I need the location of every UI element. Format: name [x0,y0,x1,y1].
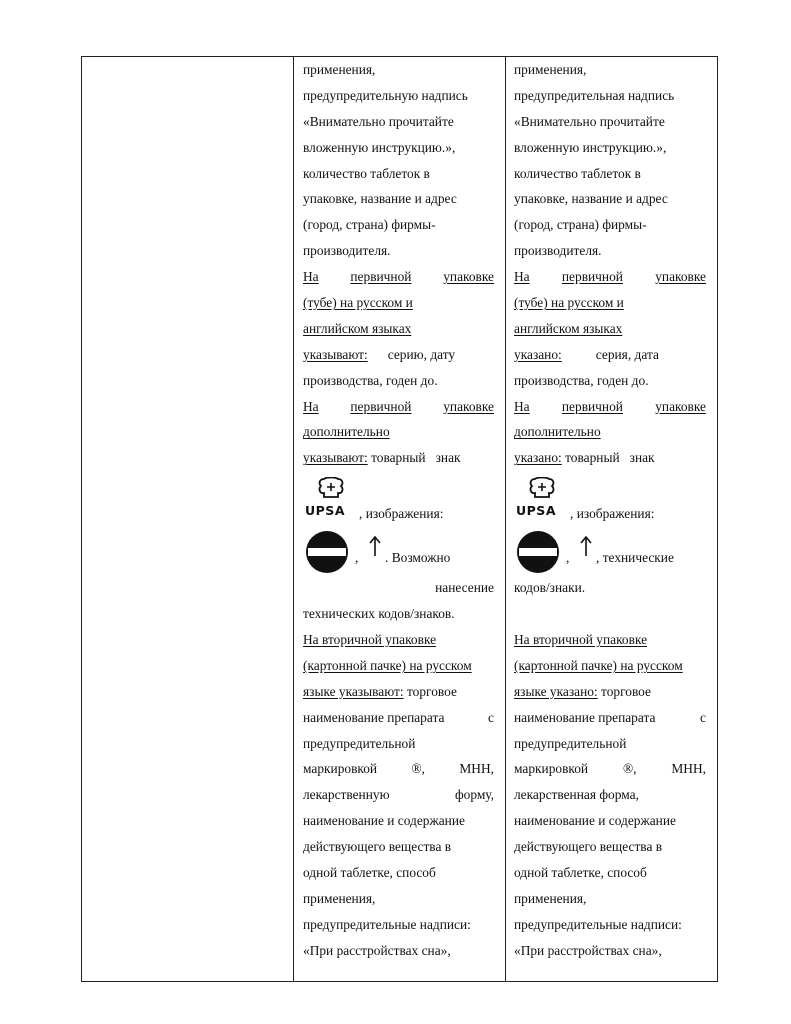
text-line: предупредительную надпись [303,87,468,103]
word: наименование препарата [514,709,656,725]
text-line: применения, [514,62,587,77]
no-entry-icon [515,529,561,575]
text-line: предупредительной [303,735,416,751]
text-line: вложенную инструкцию.», [303,139,456,155]
text-line: производства, годен до. [303,372,438,388]
text-line: «При расстройствах сна», [303,942,451,958]
underlined-heading: английском языках [514,320,623,336]
text-line: количество таблеток в [303,165,430,181]
text-line: нанесение [435,580,494,596]
text-line [303,342,494,368]
text-fragment: . Возможно [385,550,451,566]
word: первичной [561,269,623,285]
text-line: применения, [303,62,376,77]
text-line: производства, годен до. [514,372,649,388]
text-line: «Внимательно прочитайте [303,113,454,129]
word: На [303,269,319,285]
text-line: предупредительные надписи: [514,916,682,932]
underlined-heading [514,264,706,290]
text-line: предупредительные надписи: [303,916,471,932]
word: МНН, [459,761,494,777]
underlined-heading [303,264,494,290]
text-line: технических кодов/знаков. [303,606,455,622]
text-line: одной таблетке, способ [303,865,436,881]
blank-line [514,601,706,627]
underlined-heading: дополнительно [303,424,390,440]
underlined-word: языке указано: [514,683,598,699]
underlined-word: языке указывают: [303,683,404,699]
word: торговое [403,683,457,699]
text-line [514,705,706,731]
word: упаковке [443,269,494,285]
text-line: наименование и содержание [514,813,676,829]
table-column-revised [506,57,717,981]
word: лекарственную [303,787,390,803]
text-line: «Внимательно прочитайте [514,113,665,129]
underlined-heading: (картонной пачке) на русском [303,657,472,673]
logo-text: UPSA [516,503,556,519]
text-fragment: , [355,550,359,566]
word: маркировкой [303,761,378,777]
text-line [303,705,494,731]
text-line: применения, [514,890,587,906]
logo-line [303,471,494,523]
word: На [514,269,530,285]
text-line: производителя. [514,243,602,259]
text-line: действующего вещества в [303,839,452,855]
upsa-logo-icon [516,477,566,519]
text-line [303,756,494,782]
word: первичной [350,398,412,414]
text-line [514,679,706,705]
word: знак [435,450,461,466]
word: наименование препарата [303,709,445,725]
text-line: (город, страна) фирмы- [514,217,647,233]
word: серия, дата [595,346,659,362]
underlined-heading [514,394,706,420]
word: маркировкой [514,761,589,777]
underlined-heading: На вторичной упаковке [303,632,437,648]
underlined-heading: (тубе) на русском и [514,295,624,311]
text-line: применения, [303,890,376,906]
word: На [514,398,530,414]
no-entry-icon [304,529,350,575]
text-fragment: , [566,550,570,566]
text-line: кодов/знаки. [514,580,586,596]
word: МНН, [671,761,706,777]
table-column-empty [82,57,294,981]
text-line [303,782,494,808]
underlined-heading: (тубе) на русском и [303,295,413,311]
comparison-table [81,56,718,982]
underlined-word: указано: [514,346,562,362]
word: упаковке [443,398,494,414]
word: упаковке [655,269,706,285]
word: торговое [597,683,651,699]
underlined-heading: (картонной пачке) на русском [514,657,683,673]
word: первичной [561,398,623,414]
word: первичной [350,269,412,285]
text-fragment: , изображения: [359,506,444,522]
upsa-logo-icon [305,477,355,519]
word: товарный [371,450,426,466]
underlined-heading: На вторичной упаковке [514,632,648,648]
pictogram-line [303,523,494,575]
text-line: производителя. [303,243,391,259]
logo-text: UPSA [305,503,345,519]
text-line: одной таблетке, способ [514,865,647,881]
underlined-heading: английском языках [303,320,412,336]
up-arrow-icon [580,535,592,557]
text-line: предупредительной [514,735,627,751]
logo-line [514,471,706,523]
word: с [488,709,494,725]
underlined-word: указывают: [303,450,368,466]
text-line [303,445,494,471]
underlined-word: указывают: [303,346,368,362]
text-line [514,445,706,471]
word: серию, дату [387,346,456,362]
text-fragment: , изображения: [570,506,655,522]
table-column-original [294,57,506,981]
word: ®, [622,761,637,777]
text-line: (город, страна) фирмы- [303,217,436,233]
pictogram-line [514,523,706,575]
word: товарный [565,450,620,466]
text-line: лекарственная форма, [514,787,639,803]
word: с [700,709,706,725]
underlined-word: указано: [514,450,562,466]
up-arrow-icon [369,535,381,557]
underlined-heading [303,394,494,420]
text-line: количество таблеток в [514,165,641,181]
text-line: вложенную инструкцию.», [514,139,667,155]
text-line: упаковке, название и адрес [303,191,457,207]
word: форму, [454,787,494,803]
text-line: предупредительная надпись [514,87,675,103]
text-fragment: , технические [596,550,674,566]
text-line [303,679,494,705]
text-line: «При расстройствах сна», [514,942,662,958]
word: ®, [411,761,425,777]
word: На [303,398,319,414]
text-line: действующего вещества в [514,839,663,855]
text-line: упаковке, название и адрес [514,191,668,207]
word: знак [629,450,655,466]
underlined-heading: дополнительно [514,424,601,440]
text-line [514,342,706,368]
word: упаковке [655,398,706,414]
text-line [514,756,706,782]
text-line: наименование и содержание [303,813,465,829]
